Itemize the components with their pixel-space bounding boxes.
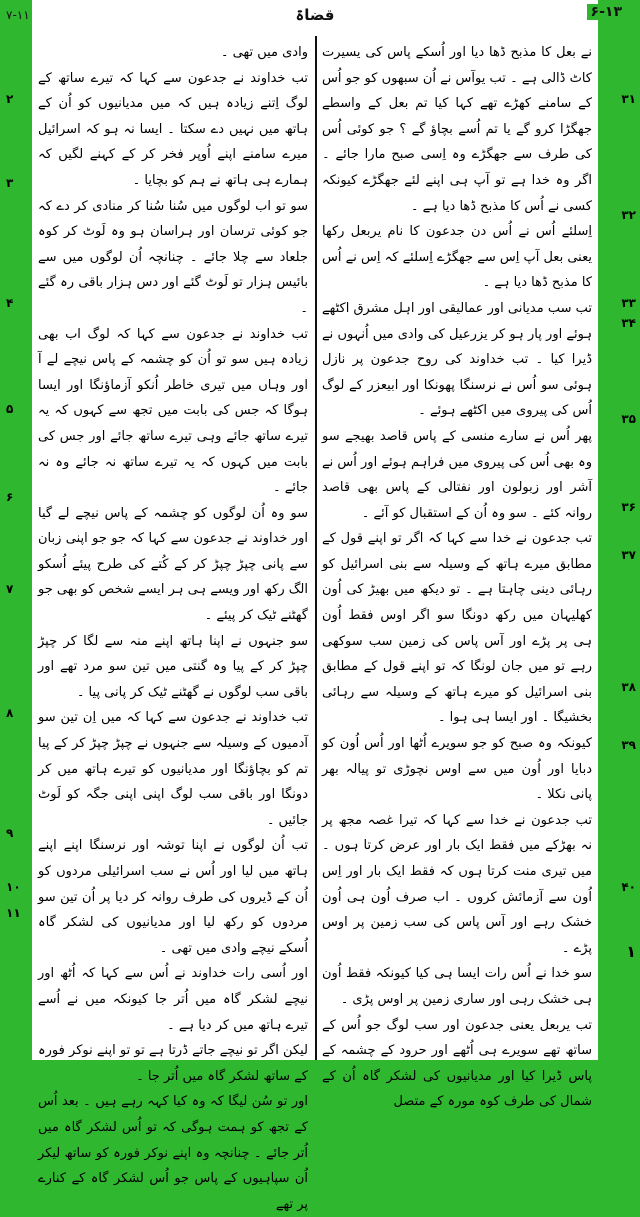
- verse-number: ۳۳: [621, 296, 636, 310]
- verse-number: ۳۶: [621, 500, 636, 514]
- verse-number: ۳۵: [621, 412, 636, 426]
- verse-text: کیونکہ وہ صبح کو جو سویرے اُٹھا اور اُس اُون کو دبایا اور اُون میں سے اوس نچوڑی تو پیالہ بھر پانی نکلا ۔: [322, 736, 592, 803]
- verse-text: تب خداوند نے جدعون سے کہا کہ لوگ اب بھی زیادہ ہیں سو تو اُن کو چشمہ کے پاس نیچے لے آ اور وہاں میں تیری خاطر اُنکو آزماؤنگا اور ایسا ہوگا کہ جس کی بابت میں تجھ سے کہوں کہ یہ تیرے ساتھ جائے وہی تیرے ساتھ جائے اور جس کی بابت میں کہوں کہ یہ تیرے ساتھ نہ جائے وہ نہ جائے ۔: [38, 326, 308, 496]
- verse-text: نے بعل کا مذبح ڈھا دیا اور اُسکے پاس کی یسیرت کاٹ ڈالی ہے ۔ تب یوآس نے اُن سبھوں کو جو اُس کے سامنے کھڑے تھے کہا کیا تم بعل کے واسطے جھگڑا کرو گے یا تم اُسے بچاؤ گے ؟ جو کوئی اُس کی طرف سے جھگڑے وہ اِسی صبح مارا جائے ۔ اگر وہ خدا ہے تو آپ ہی اپنے لئے جھگڑے کیونکہ کسی نے اُس کا مذبح ڈھا دیا ہے ۔: [322, 45, 592, 214]
- verse-text: تب جدعون نے خدا سے کہا کہ اگر تو اپنے قول کے مطابق میرے ہاتھ کے وسیلہ سے بنی اسرائیل کو رہائی دینی چاہتا ہے ۔ تو دیکھ میں بھیڑ کی اُون کھلیہان میں رکھ دونگا سو اگر اوس فقط اُون ہی پر پڑے اور آس پاس کی زمین سب سوکھی رہے تو میں جان لونگا کہ تو اپنے قول کے مطابق بنی اسرائیل کو میرے ہاتھ کے وسیلہ سے رہائی بخشیگا ۔ اور ایسا ہی ہوا ۔: [322, 531, 592, 726]
- left-text-column: [38, 40, 308, 1217]
- verse-text: وادی میں تھی ۔: [220, 45, 308, 60]
- verse-text: تب یربعل یعنی جدعون اور سب لوگ جو اُس کے ساتھ تھے سویرے ہی اُٹھے اور حرود کے چشمہ کے پاس ڈیرا کیا اور مدیانیوں کی لشکر گاہ اُن کے شمال کی طرف کوہ مورہ کے متصل: [322, 1017, 592, 1110]
- verse-number: ۷: [6, 582, 14, 596]
- verse-text: تب خداوند نے جدعون سے کہا کہ میں اِن تین سو آدمیوں کے وسیلہ سے جنہوں نے چپڑ چپڑ کر کے پیا تم کو بچاؤنگا اور مدیانیوں کو تیرے ہاتھ میں کر دونگا اور باقی سب لوگ اپنی اپنی جگہ کو لَوٹ جائیں ۔: [38, 710, 308, 828]
- header-left-reference: ۷-۱۱: [6, 8, 30, 22]
- text-body: [32, 36, 598, 1212]
- verse-text: سو تو اب لوگوں میں سُنا سُنا کر منادی کر دے کہ جو کوئی ترسان اور ہراسان ہو وہ لَوٹ کر کوہ جلعاد سے چلا جائے ۔ چنانچہ اُن لوگوں میں سے بائیس ہزار تو لَوٹ گئے اور دس ہزار باقی رہ گئے ۔: [38, 198, 308, 316]
- verse-number: ۳۱: [621, 92, 636, 106]
- verse-number: ۴۰: [621, 880, 636, 894]
- verse-number: ۱۱: [6, 906, 21, 920]
- right-text-column: [322, 40, 592, 1115]
- verse-text: اِسلئے اُس نے اُس دن جدعون کا نام یربعل رکھا یعنی بعل آپ اِس سے جھگڑے اِسلئے کہ اِس نے اُس کا مذبح ڈھا دیا ہے ۔: [322, 224, 592, 291]
- chapter-number: ۱: [626, 942, 636, 961]
- verse-text: اور تو سُن لیگا کہ وہ کیا کہہ رہے ہیں ۔ بعد اُس کے تجھ کو ہمت ہوگی کہ تو اُس لشکر گاہ میں اُتر جائے ۔ چنانچہ وہ اپنے نوکر فورہ کو ساتھ لیکر اُن سپاہیوں کے پاس جو اُس لشکر گاہ کے کنارے پر تھے: [38, 1094, 308, 1212]
- verse-text: پھر اُس نے سارے منسی کے پاس قاصد بھیجے سو وہ بھی اُس کی پیروی میں فراہم ہوئے اور اُس نے آشر اور زبولون اور نفتالی کے پاس بھی قاصد روانہ کئے ۔ سو وہ اُن کے استقبال کو آئے ۔: [322, 428, 592, 521]
- verse-number: ۸: [6, 706, 14, 720]
- verse-number: ۵: [6, 402, 14, 416]
- verse-text: سو وہ اُن لوگوں کو چشمہ کے پاس نیچے لے گیا اور خداوند نے جدعون سے کہا کہ جو جو اپنی زبان سے پانی چپڑ چپڑ کر کے کُتے کی طرح پیئے اُسکو الگ رکھ اور ویسے ہی ہر ایسے شخص کو بھی جو گھٹنے ٹیک کر پیئے ۔: [38, 505, 308, 624]
- verse-number: ۳۴: [621, 316, 636, 330]
- verse-number: ۲: [6, 92, 14, 106]
- verse-number: ۳۹: [621, 738, 636, 752]
- verse-text: لیکن اگر تو نیچے جاتے ڈرتا ہے تو تو اپنے نوکر فورہ کے ساتھ لشکر گاہ میں اُتر جا ۔: [38, 1043, 308, 1084]
- verse-text: تب سب مدیانی اور عمالیقی اور اہل مشرق اکٹھے ہوئے اور پار ہو کر یزرعیل کی وادی میں اُنہوں نے ڈیرا کیا ۔ تب خداوند کی روح جدعون پر نازل ہوئی سو اُس نے نرسنگا پھونکا اور ابیعزر کے لوگ اُس کی پیروی میں اکٹھے ہوئے ۔: [321, 300, 592, 419]
- verse-number: ۴: [6, 296, 14, 310]
- verse-text: اور اُسی رات خداوند نے اُس سے کہا کہ اُٹھ اور نیچے لشکر گاہ میں اُتر جا کیونکہ میں نے اُسے تیرے ہاتھ میں کر دیا ہے ۔: [38, 966, 308, 1033]
- verse-number: ۹: [6, 826, 14, 840]
- verse-number: ۳: [6, 176, 14, 190]
- right-verse-gutter: [608, 0, 640, 1060]
- column-divider: [315, 36, 317, 1060]
- verse-text: سو خدا نے اُس رات ایسا ہی کیا کیونکہ فقط اُون ہی خشک رہی اور ساری زمین پر اوس پڑی ۔: [322, 966, 592, 1007]
- verse-text: تب خداوند نے جدعون سے کہا کہ تیرے ساتھ کے لوگ اِتنے زیادہ ہیں کہ میں مدیانیوں کو اُن کے ہاتھ میں نہیں دے سکتا ۔ ایسا نہ ہو کہ اسرائیل میرے سامنے اپنے اُوپر فخر کر کے کہنے لگیں کہ ہمارے ہی ہاتھ نے ہم کو بچایا ۔: [38, 70, 308, 188]
- page-header: [6, 0, 622, 38]
- verse-text: تب اُن لوگوں نے اپنا توشہ اور نرسنگا اپنے اپنے ہاتھ میں لیا اور اُس نے سب اسرائیلی مردوں کو اُن کے ڈیروں کی طرف روانہ کر دیا پر اُن تین سو مردوں کو رکھ لیا اور مدیانیوں کی لشکر گاہ اُسکے نیچے وادی میں تھی ۔: [38, 838, 308, 956]
- verse-text: سو جنہوں نے اپنا ہاتھ اپنے منہ سے لگا کر چپڑ چپڑ کر کے پیا وہ گنتی میں تین سو مرد تھے اور باقی سب لوگوں نے گھٹنے ٹیک کر پانی پیا ۔: [38, 633, 308, 700]
- verse-number: ۳۸: [621, 680, 636, 694]
- page-title: قضاۃ: [295, 6, 335, 24]
- verse-number: ۳۷: [621, 548, 636, 562]
- verse-number: ۱۰: [6, 880, 21, 894]
- verse-number: ۳۲: [621, 208, 636, 222]
- verse-text: تب جدعون نے خدا سے کہا کہ تیرا غصہ مجھ پر نہ بھڑکے میں فقط ایک بار اور عرض کرتا ہوں ۔ میں تیری منت کرتا ہوں کہ فقط ایک بار اور اِس اُون سے آزمائش کروں ۔ اب صرف اُون ہی اُون خشک رہے اور آس پاس کی سب زمین پر اوس پڑے ۔: [322, 812, 592, 956]
- header-right-reference: ۶-۱۳: [587, 4, 626, 20]
- left-verse-gutter: [0, 0, 32, 1060]
- verse-number: ۶: [6, 490, 14, 504]
